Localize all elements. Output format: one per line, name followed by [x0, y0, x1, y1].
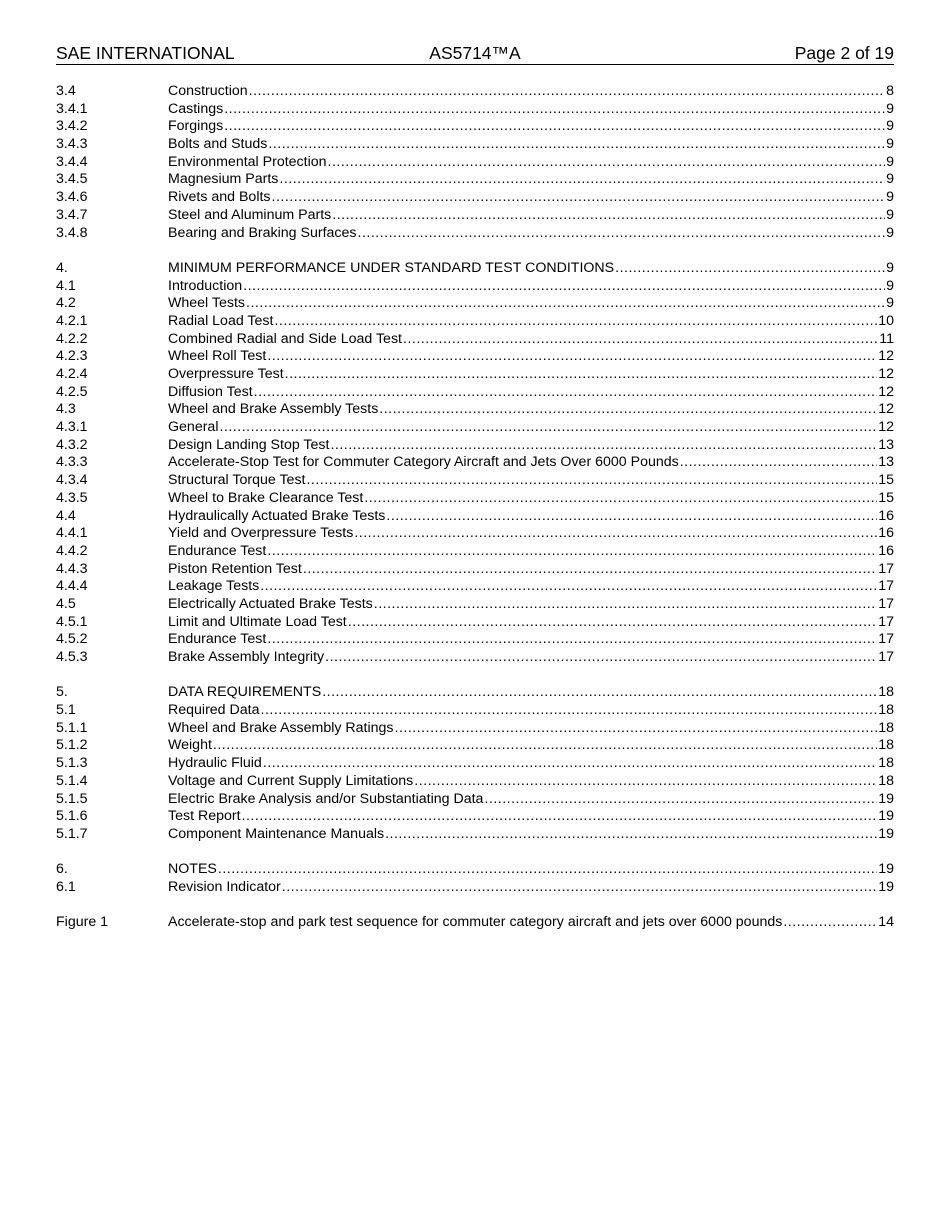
toc-entry-title: Hydraulic Fluid [168, 755, 262, 772]
toc-dot-leader [219, 419, 877, 437]
toc-entry-number: 3.4.4 [56, 153, 88, 170]
toc-dot-leader [364, 490, 877, 508]
toc-entry-title: Revision Indicator [168, 878, 281, 895]
toc-entry[interactable] [56, 508, 894, 526]
toc-entry-page: 18 [878, 772, 894, 789]
toc-entry-page: 19 [878, 790, 894, 807]
toc-entry-number: 5.1.3 [56, 755, 88, 772]
toc-entry-title: Forgings [168, 118, 224, 135]
toc-entry[interactable] [56, 189, 894, 207]
toc-entry-page: 19 [878, 808, 894, 825]
toc-entry-title: Bolts and Studs [168, 136, 268, 153]
toc-entry[interactable] [56, 401, 894, 419]
toc-dot-leader [348, 614, 877, 632]
toc-entry[interactable] [56, 578, 894, 596]
toc-entry-number: 4.5.2 [56, 631, 88, 648]
toc-entry-number: 3.4.3 [56, 136, 88, 153]
toc-dot-leader [243, 278, 885, 296]
toc-dot-leader [328, 154, 886, 172]
toc-entry-number: 4.2 [56, 295, 76, 312]
toc-entry[interactable] [56, 737, 894, 755]
toc-entry-title: Voltage and Current Supply Limitations [168, 772, 414, 789]
header-document-id: AS5714™A [429, 43, 521, 63]
toc-entry[interactable] [56, 136, 894, 154]
toc-entry-number: 5.1 [56, 702, 76, 719]
toc-entry-number: 4.3.4 [56, 472, 88, 489]
toc-entry-number: 5.1.7 [56, 825, 88, 842]
toc-entry-number: 4.3 [56, 401, 76, 418]
toc-entry-number: 4.2.5 [56, 383, 88, 400]
toc-entry-page: 17 [878, 578, 894, 595]
toc-dot-leader [213, 737, 877, 755]
toc-entry-page: 11 [879, 330, 894, 347]
toc-entry-page: 13 [878, 454, 894, 471]
toc-entry-number: 6.1 [56, 878, 76, 895]
toc-entry[interactable] [56, 614, 894, 632]
toc-entry[interactable] [56, 419, 894, 437]
toc-entry-title: Magnesium Parts [168, 171, 279, 188]
toc-entry-title: Radial Load Test [168, 312, 274, 329]
toc-entry[interactable] [56, 826, 894, 844]
toc-dot-leader [379, 401, 877, 419]
toc-entry-title: Leakage Tests [168, 578, 260, 595]
toc-entry[interactable] [56, 260, 894, 278]
toc-dot-leader [386, 508, 877, 526]
toc-entry[interactable] [56, 171, 894, 189]
toc-entry-title: Wheel and Brake Assembly Ratings [168, 719, 394, 736]
toc-entry-page: 9 [886, 259, 894, 276]
toc-entry-page: 9 [886, 171, 894, 188]
toc-entry-number: 4.3.1 [56, 419, 88, 436]
toc-entry[interactable] [56, 631, 894, 649]
toc-entry-page: 12 [878, 383, 894, 400]
toc-entry-title: Wheel and Brake Assembly Tests [168, 401, 379, 418]
toc-entry-title: General [168, 419, 219, 436]
toc-dot-leader [783, 914, 877, 932]
toc-entry-title: Electric Brake Analysis and/or Substantiating Data [168, 790, 484, 807]
toc-entry[interactable] [56, 561, 894, 579]
toc-entry[interactable] [56, 596, 894, 614]
toc-entry[interactable] [56, 490, 894, 508]
toc-entry-page: 13 [878, 436, 894, 453]
toc-dot-leader [414, 773, 877, 791]
toc-entry-title: Endurance Test [168, 631, 267, 648]
toc-entry-number: 4. [56, 259, 68, 276]
toc-entry[interactable] [56, 684, 894, 702]
toc-dot-leader [246, 295, 885, 313]
toc-entry[interactable] [56, 366, 894, 384]
toc-entry-number: 4.4.2 [56, 542, 88, 559]
toc-entry-page: 9 [886, 224, 894, 241]
toc-entry-number: 3.4.6 [56, 189, 88, 206]
toc-entry-title: MINIMUM PERFORMANCE UNDER STANDARD TEST CONDITIONS [168, 259, 615, 276]
toc-entry-title: Accelerate-Stop Test for Commuter Category Aircraft and Jets Over 6000 Pounds [168, 454, 679, 471]
toc-entry-title: Environmental Protection [168, 153, 327, 170]
toc-entry-number: 4.2.3 [56, 348, 88, 365]
toc-entry-page: 17 [878, 649, 894, 665]
toc-dot-leader [285, 366, 878, 384]
toc-dot-leader [224, 118, 885, 136]
toc-entry[interactable] [56, 773, 894, 791]
toc-dot-leader [282, 879, 877, 897]
toc-entry-page: 9 [886, 153, 894, 170]
toc-entry-page: 17 [878, 631, 894, 648]
toc-entry-title: Electrically Actuated Brake Tests [168, 595, 373, 612]
toc-entry-title: Steel and Aluminum Parts [168, 206, 332, 223]
toc-entry-page: 9 [886, 206, 894, 223]
toc-entry-page: 19 [878, 825, 894, 842]
toc-entry[interactable] [56, 101, 894, 119]
toc-dot-leader [263, 755, 877, 773]
toc-dot-leader [303, 561, 877, 579]
toc-entry-number: 4.3.5 [56, 489, 88, 506]
toc-entry-number: 4.5 [56, 595, 76, 612]
toc-entry[interactable] [56, 295, 894, 313]
toc-entry-page: 12 [878, 401, 894, 418]
toc-entry[interactable] [56, 808, 894, 826]
toc-entry-page: 12 [878, 348, 894, 365]
toc-entry-page: 16 [878, 525, 894, 542]
toc-group [56, 684, 894, 843]
toc-dot-leader [267, 348, 877, 366]
toc-entry[interactable] [56, 755, 894, 773]
toc-dot-leader [218, 861, 877, 879]
toc-entry[interactable] [56, 454, 894, 472]
toc-entry-number: 3.4.1 [56, 100, 88, 117]
toc-entry-title: Accelerate-stop and park test sequence for commuter category aircraft and jets over 6000 pounds [168, 914, 783, 931]
toc-entry-title: Rivets and Bolts [168, 189, 271, 206]
toc-dot-leader [306, 472, 877, 490]
toc-entry[interactable] [56, 118, 894, 136]
toc-dot-leader [274, 313, 877, 331]
toc-entry-number: 4.3.3 [56, 454, 88, 471]
toc-entry-number: 3.4.8 [56, 224, 88, 241]
toc-entry-page: 18 [878, 684, 894, 701]
toc-entry-page: 19 [878, 861, 894, 878]
toc-entry-number: 4.5.3 [56, 649, 88, 665]
toc-entry[interactable] [56, 861, 894, 879]
toc-entry-title: Test Report [168, 808, 241, 825]
toc-entry-page: 12 [878, 419, 894, 436]
toc-entry-number: 4.2.2 [56, 330, 88, 347]
toc-entry-page: 9 [886, 100, 894, 117]
toc-entry-page: 9 [886, 189, 894, 206]
toc-entry-page: 18 [878, 755, 894, 772]
toc-entry-title: Castings [168, 100, 224, 117]
toc-entry-title: Overpressure Test [168, 366, 284, 382]
toc-dot-leader [385, 826, 877, 844]
toc-entry-page: 16 [878, 542, 894, 559]
page-header [56, 42, 894, 65]
toc-entry-page: 15 [878, 472, 894, 489]
table-of-contents [56, 83, 894, 950]
toc-entry[interactable] [56, 525, 894, 543]
toc-entry-page: 9 [886, 136, 894, 153]
toc-dot-leader [330, 437, 877, 455]
toc-entry-number: 5.1.6 [56, 808, 88, 825]
toc-entry-title: Endurance Test [168, 542, 267, 559]
toc-entry[interactable] [56, 791, 894, 809]
toc-dot-leader [374, 596, 877, 614]
toc-entry[interactable] [56, 720, 894, 738]
toc-entry-number: 3.4.2 [56, 118, 88, 135]
toc-entry-title: Wheel Tests [168, 295, 246, 312]
toc-entry[interactable] [56, 914, 894, 932]
toc-dot-leader [254, 384, 878, 402]
toc-entry-title: Component Maintenance Manuals [168, 825, 385, 842]
toc-entry-number: 4.1 [56, 277, 76, 294]
toc-entry[interactable] [56, 348, 894, 366]
toc-entry[interactable] [56, 879, 894, 897]
toc-entry-title: Wheel Roll Test [168, 348, 267, 365]
toc-entry[interactable] [56, 384, 894, 402]
toc-entry[interactable] [56, 331, 894, 349]
toc-dot-leader [484, 791, 877, 809]
toc-entry-title: DATA REQUIREMENTS [168, 684, 322, 701]
toc-entry-page: 17 [878, 560, 894, 577]
toc-entry[interactable] [56, 472, 894, 490]
toc-entry[interactable] [56, 543, 894, 561]
toc-dot-leader [268, 136, 885, 154]
toc-entry-title: Introduction [168, 277, 243, 294]
toc-entry-page: 15 [878, 489, 894, 506]
toc-entry-title: Required Data [168, 702, 260, 719]
toc-entry[interactable] [56, 225, 894, 243]
toc-entry-page: 19 [878, 878, 894, 895]
toc-entry-number: 4.4.1 [56, 525, 88, 542]
toc-dot-leader [322, 684, 877, 702]
toc-entry-page: 9 [886, 277, 894, 294]
toc-dot-leader [272, 189, 886, 207]
toc-dot-leader [395, 720, 878, 738]
toc-entry-page: 16 [878, 507, 894, 524]
toc-dot-leader [224, 101, 885, 119]
toc-entry-title: Combined Radial and Side Load Test [168, 330, 402, 347]
toc-entry[interactable] [56, 83, 894, 101]
toc-group [56, 83, 894, 242]
toc-entry-number: 5.1.2 [56, 737, 88, 754]
toc-entry-title: Hydraulically Actuated Brake Tests [168, 507, 386, 524]
toc-entry-title: Wheel to Brake Clearance Test [168, 489, 364, 506]
toc-dot-leader [260, 578, 877, 596]
toc-entry-page: 17 [878, 595, 894, 612]
toc-entry-number: 3.4 [56, 83, 76, 99]
toc-dot-leader [403, 331, 878, 349]
toc-entry-title: Bearing and Braking Surfaces [168, 224, 357, 241]
toc-entry-number: 6. [56, 861, 68, 878]
toc-entry-number: 5.1.5 [56, 790, 88, 807]
toc-dot-leader [358, 225, 886, 243]
toc-dot-leader [267, 543, 877, 561]
toc-entry[interactable] [56, 702, 894, 720]
toc-entry-number: 4.4.3 [56, 560, 88, 577]
toc-dot-leader [242, 808, 878, 826]
toc-entry-title: Weight [168, 737, 212, 754]
toc-dot-leader [332, 207, 885, 225]
toc-entry[interactable] [56, 207, 894, 225]
toc-entry[interactable] [56, 154, 894, 172]
toc-entry-title: Construction [168, 83, 248, 99]
toc-dot-leader [261, 702, 878, 720]
toc-dot-leader [267, 631, 877, 649]
toc-entry-page: 14 [878, 914, 894, 931]
toc-entry-number: 4.4.4 [56, 578, 88, 595]
toc-entry-title: Design Landing Stop Test [168, 436, 330, 453]
toc-dot-leader [325, 649, 877, 667]
toc-entry-number: 4.3.2 [56, 436, 88, 453]
toc-dot-leader [279, 171, 885, 189]
toc-entry-page: 10 [878, 312, 894, 329]
toc-entry-number: 5.1.1 [56, 719, 88, 736]
toc-entry-number: 4.5.1 [56, 613, 88, 630]
toc-entry-page: 17 [878, 613, 894, 630]
toc-entry-title: Limit and Ultimate Load Test [168, 613, 347, 630]
toc-dot-leader [680, 454, 877, 472]
toc-entry-number: Figure 1 [56, 914, 109, 931]
toc-entry-page: 9 [886, 295, 894, 312]
toc-group [56, 861, 894, 896]
toc-entry[interactable] [56, 649, 894, 667]
header-page-number: Page 2 of 19 [794, 43, 894, 63]
toc-entry-number: 3.4.7 [56, 206, 88, 223]
toc-entry-number: 4.2.1 [56, 312, 88, 329]
toc-entry-number: 5.1.4 [56, 772, 88, 789]
header-organization: SAE INTERNATIONAL [56, 43, 235, 63]
toc-dot-leader [249, 83, 885, 101]
toc-entry-number: 3.4.5 [56, 171, 88, 188]
toc-entry-page: 9 [886, 118, 894, 135]
toc-entry[interactable] [56, 278, 894, 296]
toc-group [56, 914, 894, 932]
toc-entry-page: 18 [878, 702, 894, 719]
toc-entry-title: Diffusion Test [168, 383, 253, 400]
toc-entry-page: 18 [878, 737, 894, 754]
toc-entry-title: Piston Retention Test [168, 560, 302, 577]
toc-entry[interactable] [56, 313, 894, 331]
toc-entry-title: NOTES [168, 861, 217, 878]
toc-entry-title: Brake Assembly Integrity [168, 649, 325, 665]
toc-dot-leader [615, 260, 885, 278]
toc-entry-title: Structural Torque Test [168, 472, 306, 489]
toc-entry-page: 8 [886, 83, 894, 99]
toc-entry-page: 12 [878, 366, 894, 382]
toc-entry-title: Yield and Overpressure Tests [168, 525, 354, 542]
toc-dot-leader [354, 525, 877, 543]
toc-entry-number: 4.4 [56, 507, 76, 524]
toc-entry-number: 5. [56, 684, 68, 701]
toc-entry-number: 4.2.4 [56, 366, 88, 382]
toc-group [56, 260, 894, 667]
toc-entry[interactable] [56, 437, 894, 455]
toc-entry-page: 18 [878, 719, 894, 736]
